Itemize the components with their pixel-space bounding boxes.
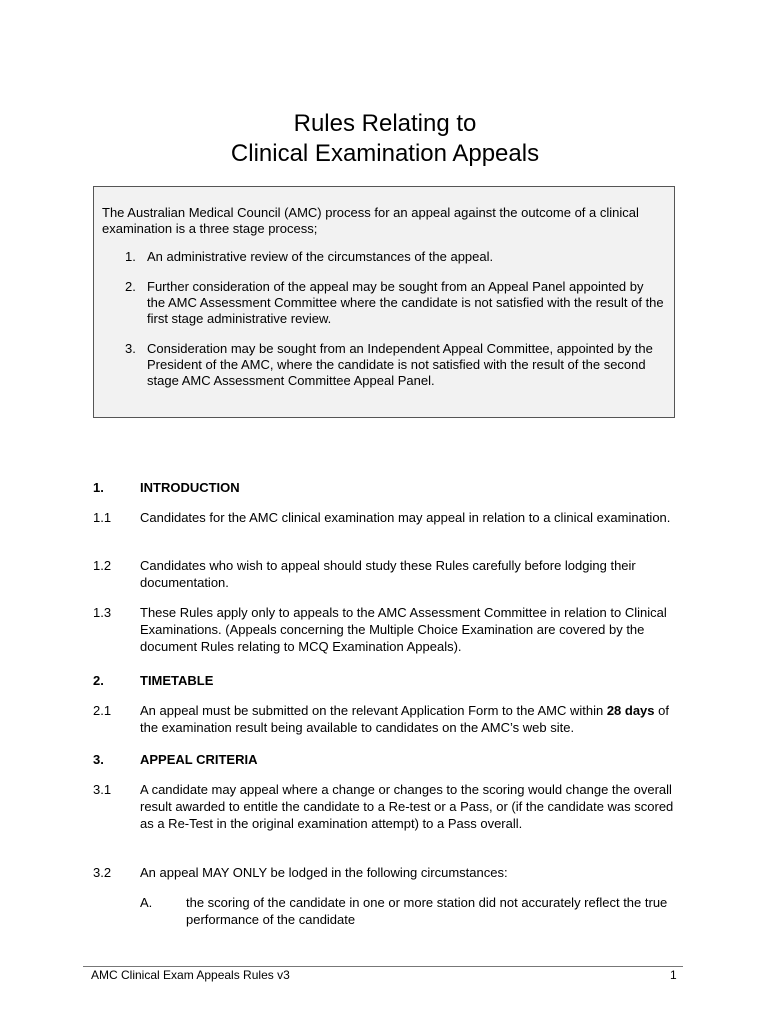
deadline-emphasis: 28 days: [606, 703, 655, 718]
section-number: 1.: [93, 480, 104, 495]
summary-item: [102, 279, 664, 327]
clause-text: A candidate may appeal where a change or changes to the scoring would change the overall result awarded to entitle the candidate to a Re-test or a Pass, or (if the candidate was scored as a Re-Test in the original examination attempt) to a Pass overall.: [140, 782, 674, 831]
footer-divider: [83, 966, 683, 967]
sub-clause-letter: A.: [140, 895, 153, 910]
section-title: APPEAL CRITERIA: [140, 752, 258, 767]
clause-text: These Rules apply only to appeals to the AMC Assessment Committee in relation to Clinical Examinations. (Appeals concerning the Multiple Choice Examination are covered by the document Rules relating to MCQ Examination Appeals).: [140, 605, 667, 654]
clause-text: Candidates for the AMC clinical examination may appeal in relation to a clinical examination.: [140, 510, 671, 525]
title-line-2: Clinical Examination Appeals: [230, 140, 540, 167]
clause-number: 1.2: [93, 558, 112, 573]
clause-text-part: of the examination result being available to candidates on the AMC’s web site.: [140, 703, 669, 735]
clause-number: 3.1: [93, 782, 112, 797]
clause-number: 3.2: [93, 865, 112, 880]
clause-text-part: An appeal must be submitted on the relevant Application Form to the AMC within: [140, 703, 607, 718]
clause-number: 1.3: [93, 605, 112, 620]
summary-box: [93, 186, 675, 418]
title-line-1: Rules Relating to: [293, 110, 477, 137]
clause-text: An appeal MAY ONLY be lodged in the following circumstances:: [140, 865, 508, 880]
footer-page-number: 1: [670, 968, 677, 982]
summary-item: [102, 341, 664, 389]
clause-text: Candidates who wish to appeal should study these Rules carefully before lodging their documentation.: [140, 558, 636, 590]
section-title: INTRODUCTION: [140, 480, 240, 495]
clause-number: 2.1: [93, 703, 112, 718]
summary-list: [102, 249, 664, 403]
clause-text: [140, 702, 685, 736]
summary-item-text: Further consideration of the appeal may be sought from an Appeal Panel appointed by the AMC Assessment Committee where the candidate is not satisfied with the result of the first stage administrative review.: [147, 279, 664, 326]
summary-item-number: 3.: [125, 341, 136, 356]
section-number: 3.: [93, 752, 104, 767]
summary-item-text: An administrative review of the circumstances of the appeal.: [147, 249, 494, 264]
summary-item-number: 1.: [125, 249, 136, 264]
footer-document-name: AMC Clinical Exam Appeals Rules v3: [91, 968, 290, 982]
summary-intro: The Australian Medical Council (AMC) process for an appeal against the outcome of a clinical examination is a three stage process;: [102, 205, 639, 236]
page-title: [0, 109, 770, 169]
clause-number: 1.1: [93, 510, 112, 525]
summary-item: [102, 249, 664, 265]
section-number: 2.: [93, 673, 104, 688]
summary-item-number: 2.: [125, 279, 136, 294]
summary-item-text: Consideration may be sought from an Independent Appeal Committee, appointed by the President of the AMC, where the candidate is not satisfied with the result of the second stage AMC Assessment Committee Appeal Panel.: [147, 341, 653, 388]
section-title: TIMETABLE: [140, 673, 214, 688]
sub-clause-text: the scoring of the candidate in one or more station did not accurately reflect the true performance of the candidate: [186, 895, 668, 927]
